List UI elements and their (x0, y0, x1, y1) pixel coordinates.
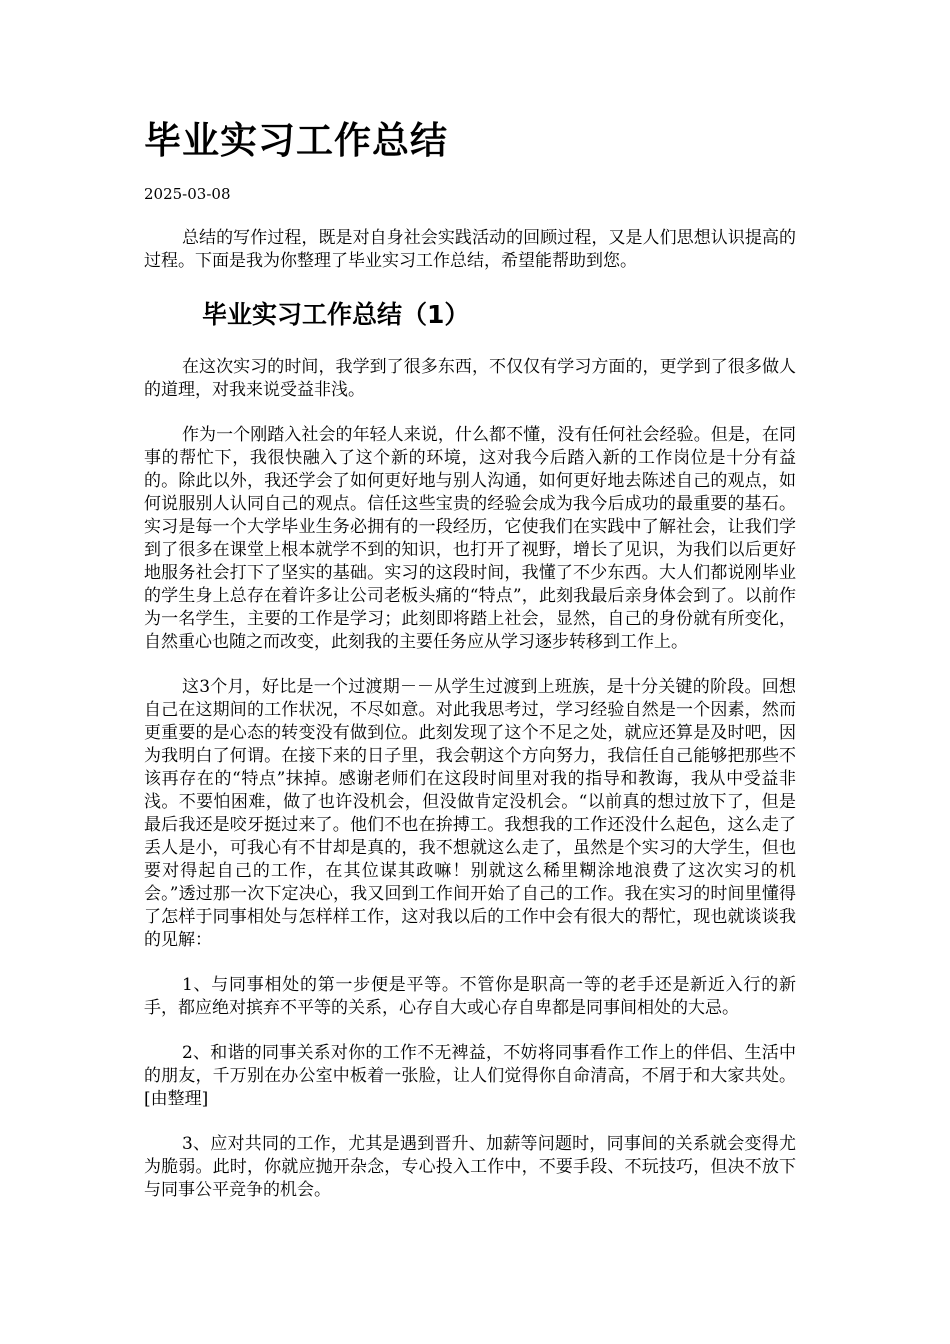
paragraph-spacer (144, 952, 796, 974)
document-body (144, 227, 796, 1202)
paragraph-spacer (144, 1111, 796, 1133)
paragraph-spacer (144, 1020, 796, 1042)
intro-paragraph: 总结的写作过程，既是对自身社会实践活动的回顾过程，又是人们思想认识提高的过程。下面是我为你整理了毕业实习工作总结，希望能帮助到您。 (144, 228, 796, 271)
document-date: 2025-03-08 (144, 185, 231, 203)
body-paragraph-2: 作为一个刚踏入社会的年轻人来说，什么都不懂，没有任何社会经验。但是，在同事的帮忙下，我很快融入了这个新的环境，这对我今后踏入新的工作岗位是十分有益的。除此以外，我还学会了如何更好地与别人沟通，如何更好地去陈述自己的观点，如何说服别人认同自己的观点。信任这些宝贵的经验会成为我今后成功的最重要的基石。实习是每一个大学毕业生务必拥有的一段经历，它使我们在实践中了解社会，让我们学到了很多在课堂上根本就学不到的知识，也打开了视野，增长了见识，为我们以后更好地服务社会打下了坚实的基础。实习的这段时间，我懂了不少东西。大人们都说刚毕业的学生身上总存在着许多让公司老板头痛的“特点”，此刻我最后亲身体会到了。以前作为一名学生，主要的工作是学习；此刻即将踏上社会，显然，自己的身份就有所变化，自然重心也随之而改变，此刻我的主要任务应从学习逐步转移到工作上。 (144, 425, 796, 652)
paragraph-spacer (144, 654, 796, 676)
body-paragraph-3: 这3个月，好比是一个过渡期－－从学生过渡到上班族，是十分关键的阶段。回想自己在这期间的工作状况，不尽如意。对此我思考过，学习经验自然是一个因素，然而更重要的是心态的转变没有做到位。此刻发现了这个不足之处，就应还算是及时吧，因为我明白了何谓。在接下来的日子里，我会朝这个方向努力，我信任自己能够把那些不该再存在的“特点”抹掉。感谢老师们在这段时间里对我的指导和教诲，我从中受益非浅。不要怕困难，做了也许没机会，但没做肯定没机会。“以前真的想过放下了，但是最后我还是咬牙挺过来了。他们不也在拚搏工。我想我的工作还没什么起色，这么走了丢人是小，可我心有不甘却是真的，我不想就这么走了，虽然是个实习的大学生，但也要对得起自己的工作，在其位谋其政嘛！别就这么稀里糊涂地浪费了这次实习的机会。”透过那一次下定决心，我又回到工作间开始了自己的工作。我在实习的时间里懂得了怎样于同事相处与怎样样工作，这对我以后的工作中会有很大的帮忙，现也就谈谈我的见解： (144, 677, 796, 950)
body-paragraph-1: 在这次实习的时间，我学到了很多东西，不仅仅有学习方面的，更学到了很多做人的道理，对我来说受益非浅。 (144, 357, 796, 400)
list-item-3: 3、应对共同的工作，尤其是遇到晋升、加薪等问题时，同事间的关系就会变得尤为脆弱。此时，你就应抛开杂念，专心投入工作中，不要手段、不玩技巧，但决不放下与同事公平竞争的机会。 (144, 1134, 796, 1200)
list-item-1: 1、与同事相处的第一步便是平等。不管你是职高一等的老手还是新近入行的新手，都应绝对摈弃不平等的关系，心存自大或心存自卑都是同事间相处的大忌。 (144, 975, 796, 1018)
section-heading: 毕业实习工作总结（1） (202, 300, 470, 329)
paragraph-spacer (144, 402, 796, 424)
list-item-2: 2、和谐的同事关系对你的工作不无裨益，不妨将同事看作工作上的伴侣、生活中的朋友，千万别在办公室中板着一张脸，让人们觉得你自命清高，不屑于和大家共处。[由整理] (144, 1043, 796, 1109)
document-title: 毕业实习工作总结 (144, 119, 448, 162)
